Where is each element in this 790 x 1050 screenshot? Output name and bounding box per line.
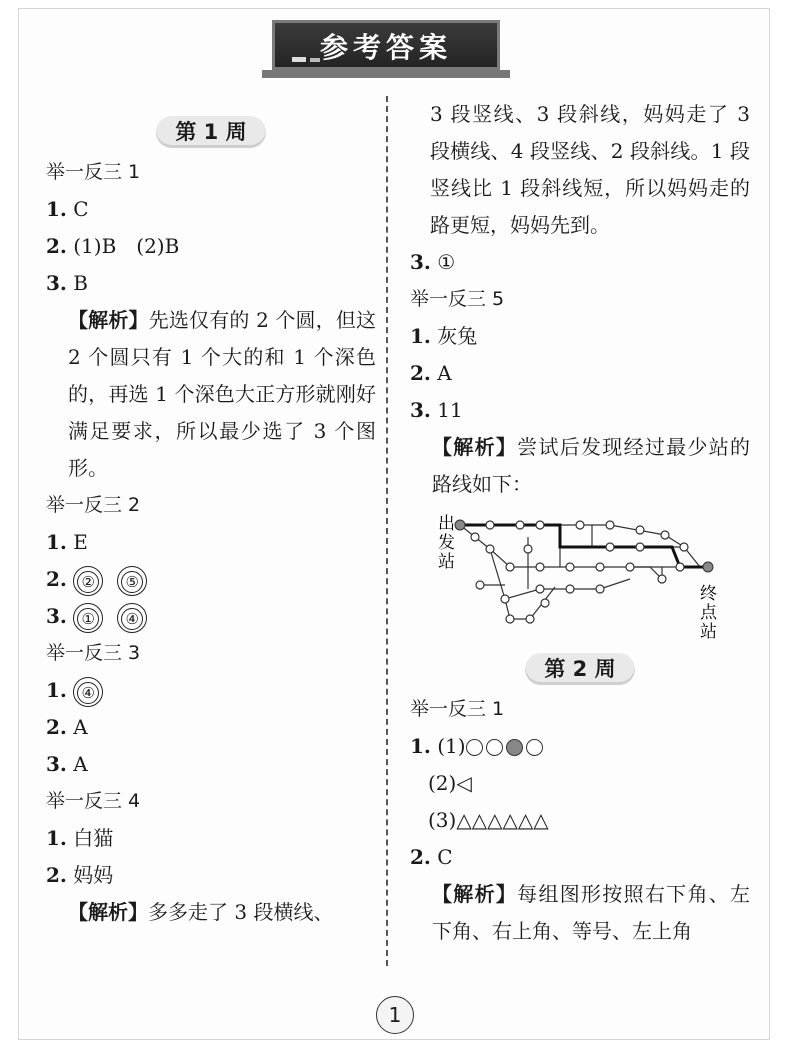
- section-title: 举一反三 1: [410, 698, 505, 720]
- circle-shape: [526, 739, 543, 756]
- shortest-route: [460, 525, 708, 567]
- answer-subitem: (3)△△△△△△: [428, 808, 549, 832]
- end-label-3: 站: [700, 622, 717, 642]
- filled-circle-shape: [506, 739, 523, 756]
- explanation: 【解析】每组图形按照右下角、左下角、右上角、等号、左上角: [432, 882, 751, 943]
- start-label-2: 发: [438, 533, 455, 553]
- blackboard-ledge: [262, 70, 510, 78]
- answer-item: 3. ① ④: [46, 598, 376, 635]
- section-title: 举一反三 2: [46, 494, 141, 516]
- section-title: 举一反三 5: [410, 288, 505, 310]
- explanation-continued: 3 段竖线、3 段斜线，妈妈走了 3 段横线、4 段竖线、2 段斜线。1 段竖线比 1 段斜线短，所以妈妈走的路更短，妈妈先到。: [430, 102, 750, 237]
- double-circle-mark: ⑤: [117, 566, 147, 596]
- answer-item: 2. C: [410, 845, 453, 869]
- answer-item: 1. E: [46, 530, 88, 554]
- answer-item: 2. A: [410, 361, 452, 385]
- answer-item: 1. C: [46, 197, 89, 221]
- double-circle-mark: ④: [73, 677, 103, 707]
- answer-item: 3. ①: [410, 250, 456, 274]
- answer-item: 3. 11: [410, 398, 463, 422]
- answer-item: 1. ④: [46, 672, 376, 709]
- start-station: [455, 520, 465, 530]
- column-divider: [386, 96, 388, 966]
- double-circle-mark: ②: [73, 566, 103, 596]
- title-banner: [262, 18, 510, 78]
- right-column: [410, 96, 750, 950]
- answer-item: 2. (1)B (2)B: [46, 234, 180, 258]
- end-station: [703, 562, 713, 572]
- page-number-badge: 1: [376, 996, 414, 1034]
- answer-item: 2. 妈妈: [46, 863, 114, 887]
- double-circle-mark: ④: [117, 603, 147, 633]
- start-label-1: 出: [438, 514, 455, 534]
- answer-item: 3. B: [46, 271, 88, 295]
- circle-shape: [486, 739, 503, 756]
- answer-item: 2. A: [46, 715, 88, 739]
- start-label-3: 站: [438, 552, 455, 572]
- page-title: 参考答案: [319, 31, 452, 64]
- route-map: [410, 507, 730, 647]
- map-lines: [460, 525, 708, 619]
- end-label-2: 点: [700, 603, 717, 623]
- explanation: 【解析】先选仅有的 2 个圆，但这 2 个圆只有 1 个大的和 1 个深色的，再选 1 个深色大正方形就刚好满足要求，所以最少选了 3 个图形。: [68, 308, 376, 480]
- answer-item: 1. 白猫: [46, 826, 114, 850]
- left-column: [46, 116, 376, 931]
- page-number: [366, 992, 424, 1036]
- section-title: 举一反三 3: [46, 642, 141, 664]
- answer-subitem: (2)◁: [428, 771, 472, 795]
- section-title: 举一反三 4: [46, 790, 141, 812]
- end-label-1: 终: [700, 584, 717, 604]
- section-title: 举一反三 1: [46, 161, 141, 183]
- week-2-heading: 第 2 周: [525, 653, 635, 685]
- answer-item: 2. ② ⑤: [46, 561, 376, 598]
- explanation: 【解析】尝试后发现经过最少站的路线如下：: [432, 435, 751, 496]
- chalk-icon: [290, 52, 330, 66]
- explanation: 【解析】多多走了 3 段横线、: [68, 900, 334, 924]
- answer-item: 3. A: [46, 752, 88, 776]
- double-circle-mark: ①: [73, 603, 103, 633]
- week-1-heading: 第 1 周: [156, 116, 266, 148]
- answer-item: 1. 灰兔: [410, 324, 478, 348]
- answer-item: 1. (1): [410, 728, 750, 765]
- circle-shape: [466, 739, 483, 756]
